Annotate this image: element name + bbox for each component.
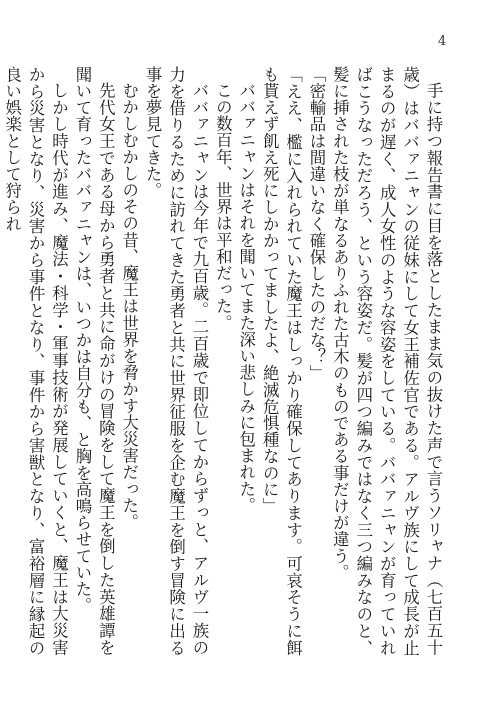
dialogue-demon-king-secured: 「ええ、檻に入れられていた魔王はしっかり確保してあります。可哀そうに餌も貰えず飢え死にしかかってましたよ、絶滅危惧種なのに」 (260, 66, 303, 656)
page-number: 4 (438, 34, 447, 49)
paragraph-once-upon-a-time: むかしむかしのその昔、魔王は世界を脅かす大災害だった。 (119, 82, 139, 531)
paragraph-nine-hundred-years: ババァニャンは今年で九百歳。二百歳で即位してからずっと、アルヴ一族の力を借りるために訪れてきた勇者と共に世界征服を企む魔王を倒す冒険に出る事を夢見てきた。 (143, 66, 209, 656)
dialogue-contraband-question: 「密輸品は間違いなく確保したのだな？」 (306, 66, 326, 382)
paragraph-soryana-intro: 手に持つ報告書に目を落としたまま気の抜けた声で言うソリャナ（七百五十歳）はババァニャンの従妹にして女王補佐官である。アルヴ族にして成長が止まるのが遅く、成人女性のような容姿をしている。ババァニャンが育っていればこうなっただろう、という容姿だ。髪が四つ編みではなく三つ編みなのと、髪に挿された枝が単なるありふれた古木のものである事だけが違う。 (330, 66, 443, 656)
paragraph-world-peace: この数百年、世界は平和だった。 (213, 82, 233, 332)
paragraph-heroic-tales: 先代女王である母から勇者と共に命がけの冒険をして魔王を倒した英雄譚を聞いて育ったババァニャンは、いつかは自分も、と胸を高鳴らせていた。 (72, 66, 116, 656)
paragraph-times-changed: しかし時代が進み、魔法・科学・軍事技術が発展していくと、魔王は大災害から災害となり、災害から事件となり、事件から害獣となり、富裕層に縁起の良い娯楽として狩られ (2, 66, 69, 656)
paragraph-deep-sorrow: ババァニャンはそれを聞いてまた深い悲しみに包まれた。 (236, 82, 256, 514)
vertical-body-text (2, 66, 445, 656)
